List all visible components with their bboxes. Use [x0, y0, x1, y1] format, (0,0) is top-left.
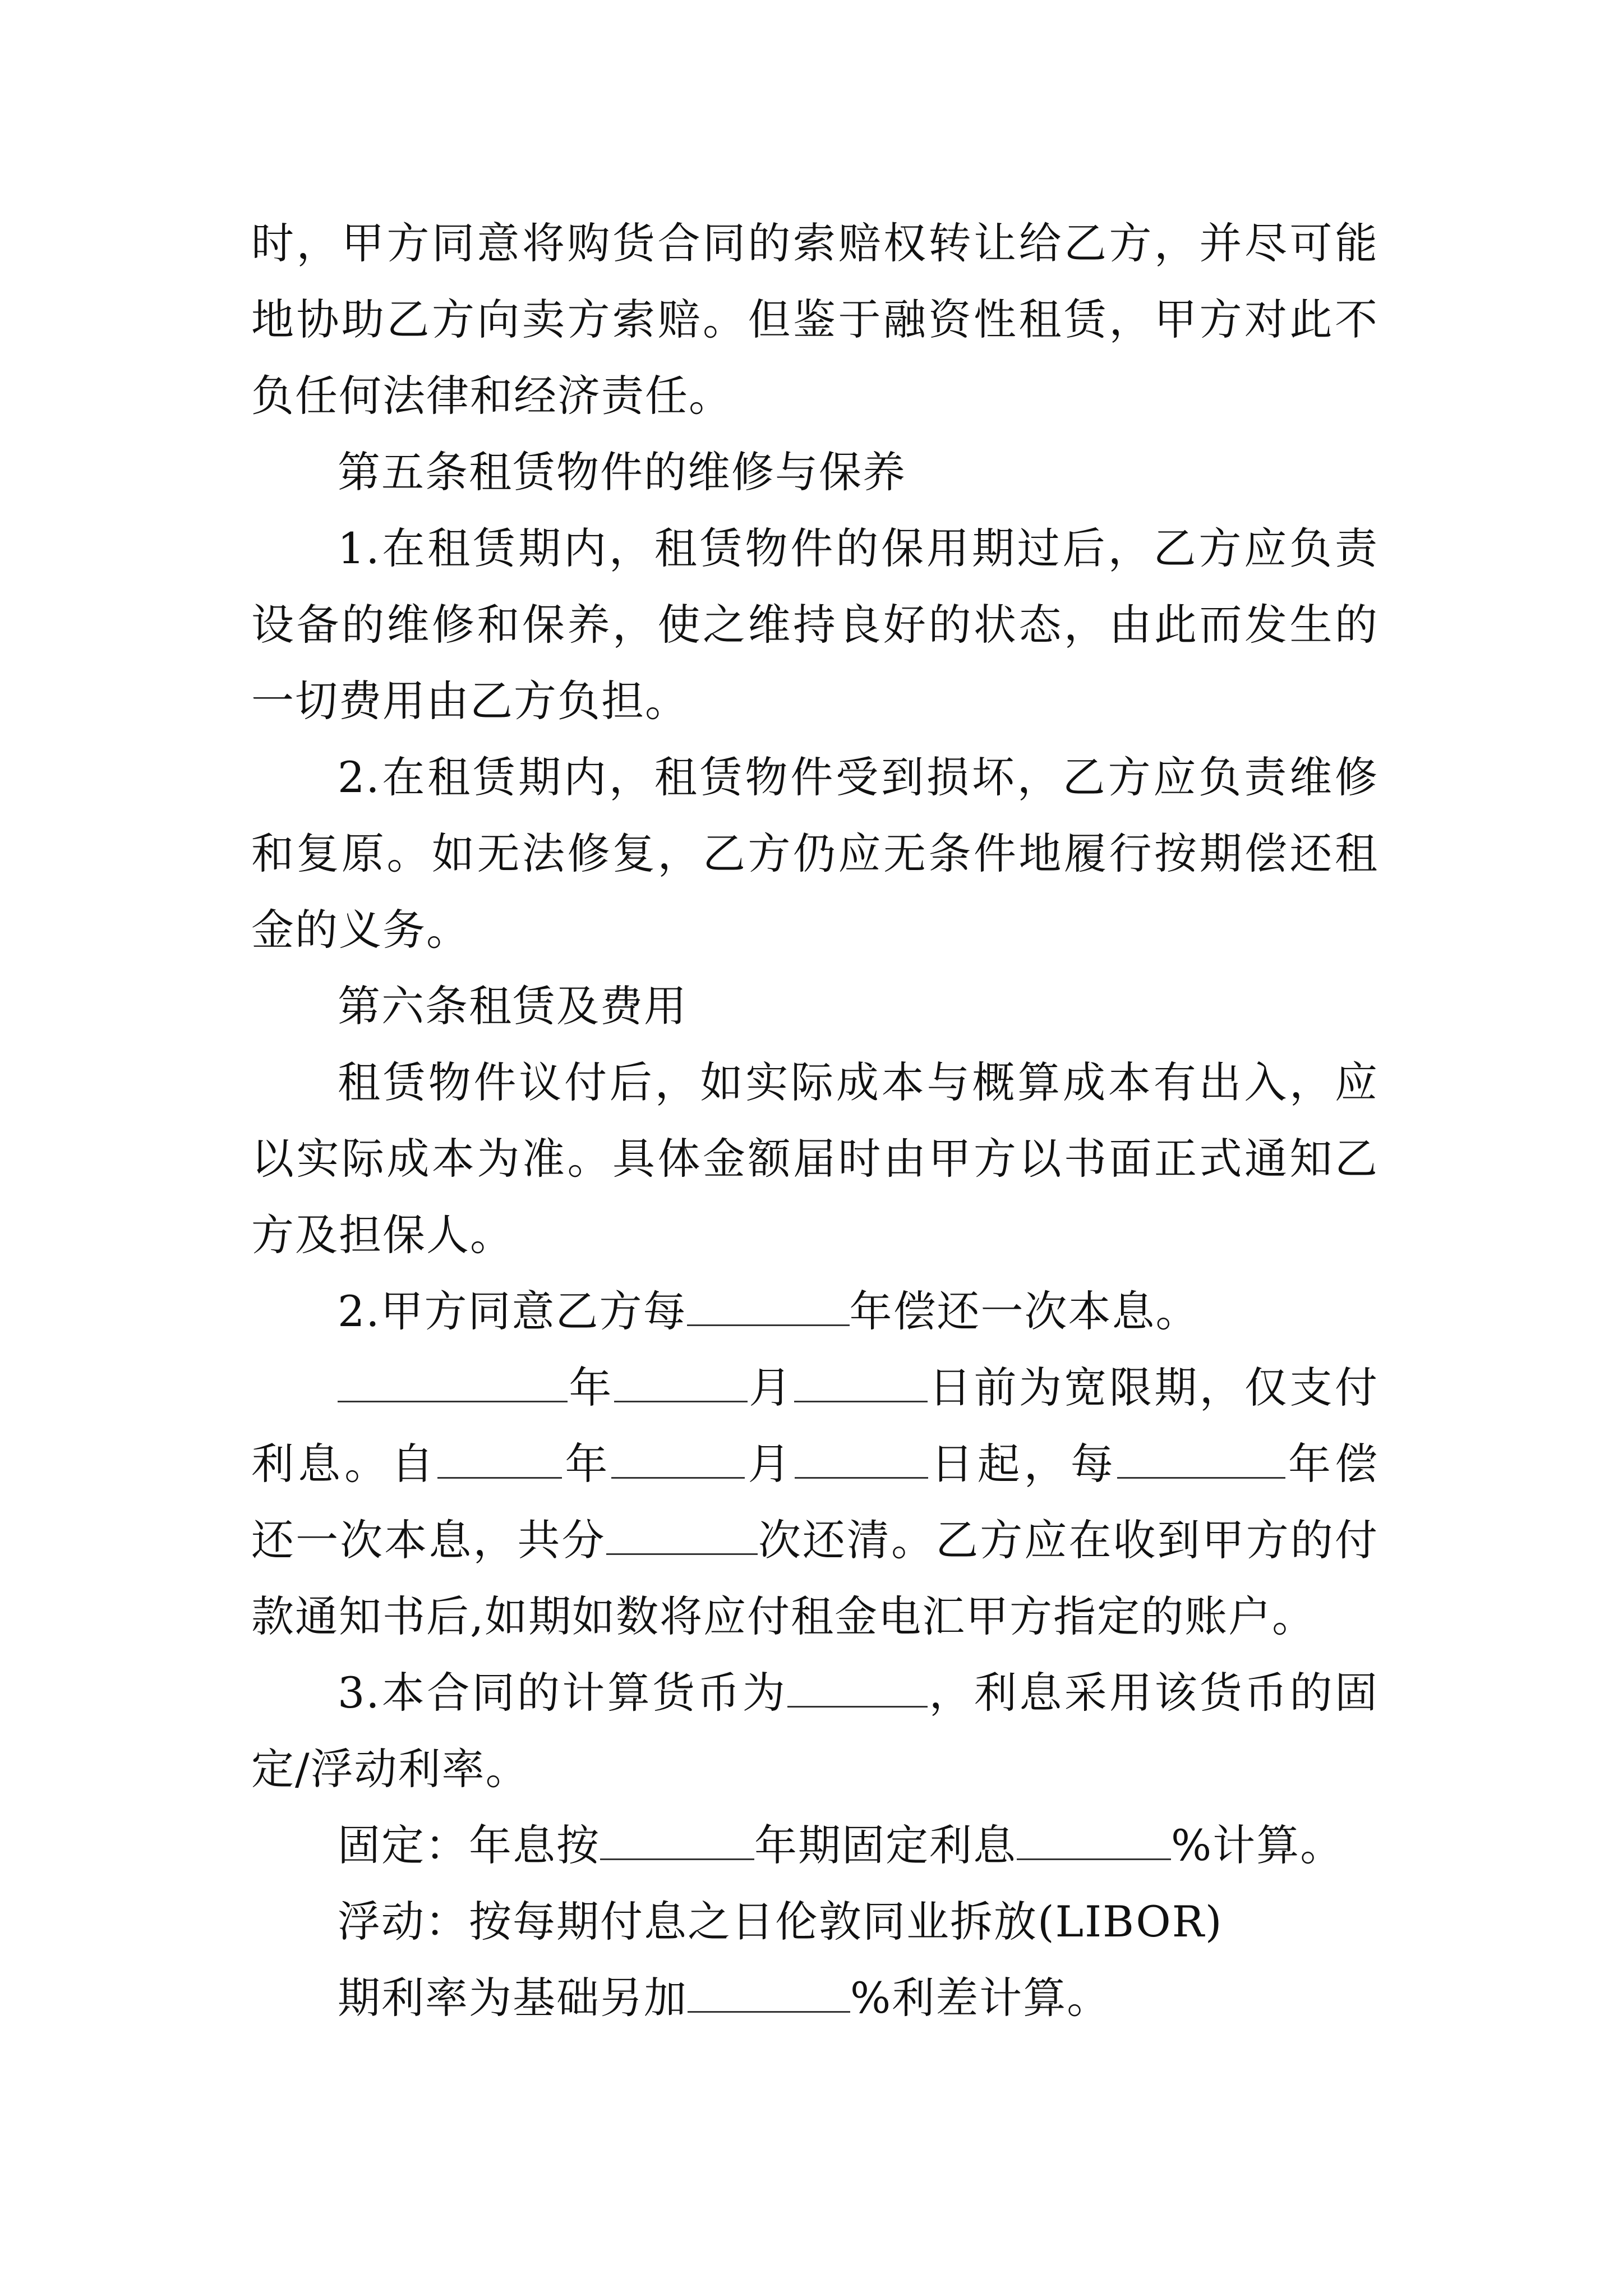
paragraph-currency: [251, 1655, 1378, 1807]
start-month-label: 月: [745, 1439, 795, 1489]
fixed-rate-blank[interactable]: [1017, 1819, 1171, 1860]
start-day-blank[interactable]: [795, 1438, 928, 1479]
fixed-mid: 年期固定利息: [754, 1820, 1017, 1870]
paragraph-repayment-frequency: [251, 1273, 1378, 1350]
floating-text-after: %利差计算。: [850, 1973, 1111, 2023]
paragraph-claim-transfer: 时，甲方同意将购货合同的索赔权转让给乙方，并尽可能地协助乙方向卖方索赔。但鉴于融资性租赁，甲方对此不负任何法律和经济责任。: [251, 218, 1378, 421]
start-year-blank[interactable]: [437, 1438, 562, 1479]
clause2-text-before: 2.甲方同意乙方每: [338, 1286, 687, 1336]
start-year-label: 年: [562, 1439, 612, 1489]
clause3-text-before: 3.本合同的计算货币为: [338, 1668, 788, 1718]
paragraph-fixed-rate: [251, 1807, 1378, 1884]
repayment-years-blank[interactable]: [687, 1285, 850, 1326]
grace-month-blank[interactable]: [614, 1361, 748, 1402]
start-month-blank[interactable]: [611, 1438, 745, 1479]
grace-day-text: 日前为宽限期，仅支付利息。自: [251, 1363, 1379, 1489]
paragraph-actual-cost: 租赁物件议付后，如实际成本与概算成本有出入，应以实际成本为准。具体金额届时由甲方以书面正式通知乙方及担保人。: [251, 1057, 1378, 1260]
floating-text-before: 期利率为基础另加: [338, 1973, 688, 2023]
times-text: 次还清。乙方应在收到甲方的付款通知书后,如期如数将应付租金电汇甲方指定的账户。: [251, 1515, 1379, 1641]
repay-text: 年偿还一次本息，共分: [251, 1439, 1379, 1565]
paragraph-floating-spread: [251, 1960, 1378, 2036]
fixed-term-blank[interactable]: [600, 1819, 754, 1860]
paragraph-maintenance-1: 1.在租赁期内，租赁物件的保用期过后，乙方应负责设备的维修和保养，使之维持良好的状态，由此而发生的一切费用由乙方负担。: [251, 523, 1378, 726]
installment-count-blank[interactable]: [606, 1514, 758, 1555]
paragraph-floating-rate: 浮动：按每期付息之日伦敦同业拆放(LIBOR): [338, 1897, 1223, 1947]
heading-article-6: 第六条租赁及费用: [338, 981, 688, 1031]
grace-month-label: 月: [747, 1363, 794, 1412]
heading-article-5: 第五条租赁物件的维修与保养: [338, 447, 906, 497]
fixed-label: 固定：年息按: [338, 1820, 600, 1870]
grace-year-label: 年: [568, 1363, 614, 1412]
clause3-text-after: ，利息采用该货币的固定/浮动利率。: [251, 1668, 1379, 1794]
fixed-after: %计算。: [1171, 1820, 1344, 1870]
paragraph-grace-period: [251, 1350, 1378, 1655]
grace-day-blank[interactable]: [794, 1361, 928, 1402]
spread-blank[interactable]: [688, 1972, 850, 2013]
interval-years-blank[interactable]: [1117, 1438, 1285, 1479]
currency-blank[interactable]: [787, 1667, 928, 1708]
grace-year-blank[interactable]: [338, 1361, 568, 1402]
contract-body: [251, 205, 1378, 2036]
start-day-text: 日起，每: [928, 1439, 1117, 1489]
paragraph-maintenance-2: 2.在租赁期内，租赁物件受到损坏，乙方应负责维修和复原。如无法修复，乙方仍应无条件地履行按期偿还租金的义务。: [251, 752, 1378, 955]
clause2-text-after: 年偿还一次本息。: [849, 1286, 1200, 1336]
